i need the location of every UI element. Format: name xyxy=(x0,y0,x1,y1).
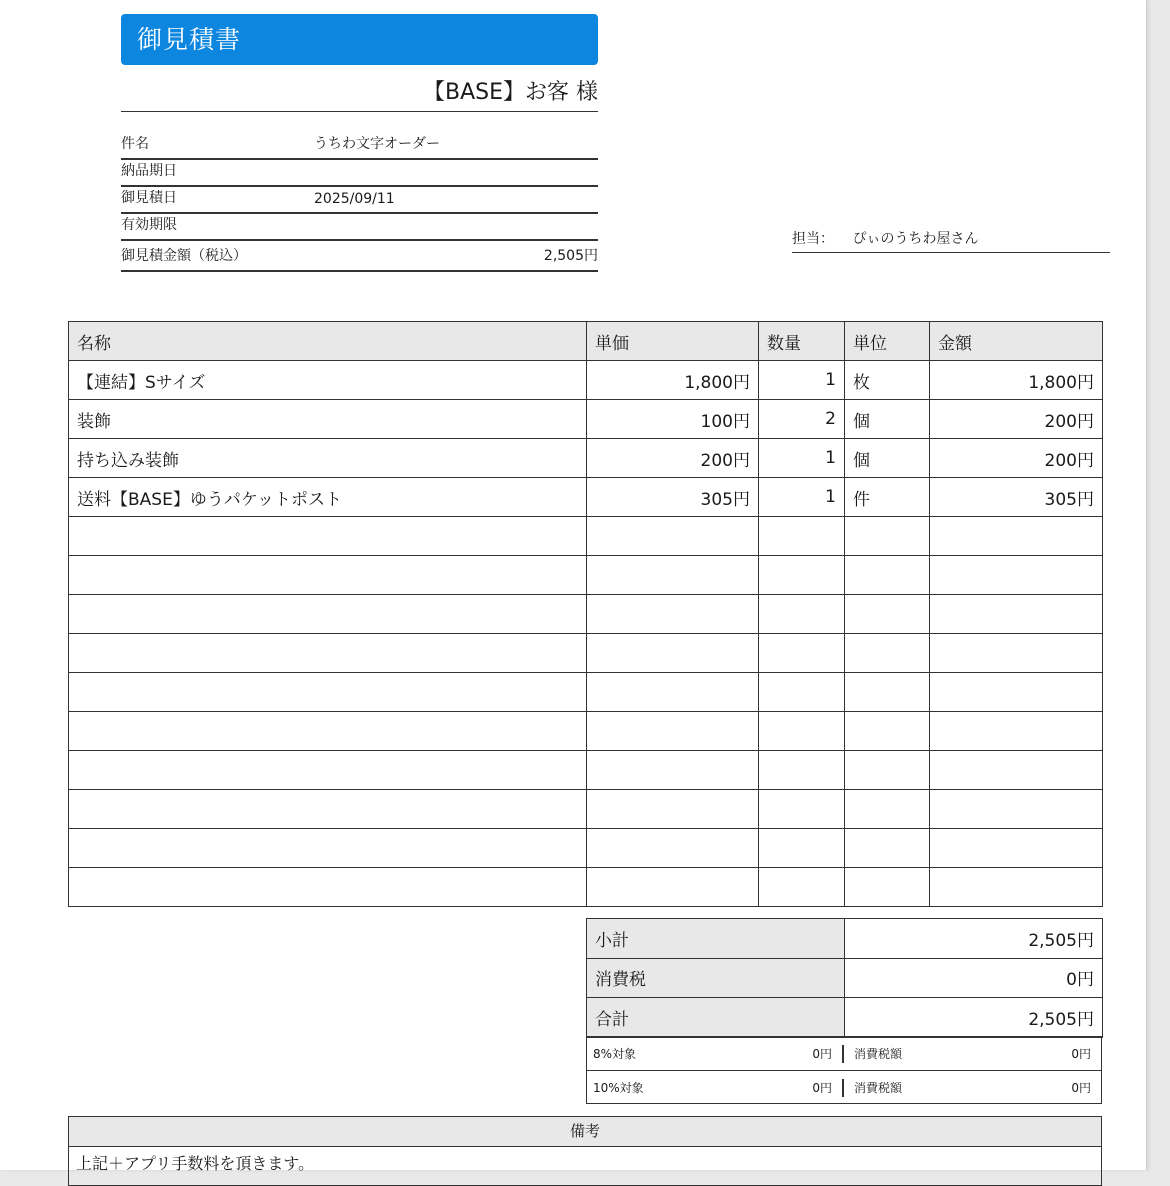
table-cell: 1 xyxy=(759,439,845,478)
table-row xyxy=(69,439,1103,478)
table-cell xyxy=(759,790,845,829)
tax-breakdown xyxy=(586,1036,1102,1104)
table-cell xyxy=(587,790,759,829)
table-cell: 1 xyxy=(759,361,845,400)
table-row xyxy=(69,361,1103,400)
table-cell: 2 xyxy=(759,400,845,439)
total-value: 0円 xyxy=(845,958,1103,998)
table-cell: 200円 xyxy=(930,439,1103,478)
table-cell xyxy=(587,712,759,751)
tax-target xyxy=(587,1079,844,1097)
table-cell xyxy=(930,829,1103,868)
table-cell: 個 xyxy=(845,439,930,478)
table-cell xyxy=(930,556,1103,595)
table-cell xyxy=(69,634,587,673)
table-cell xyxy=(69,712,587,751)
tax-amount-value: 0円 xyxy=(1071,1047,1091,1061)
column-header: 金額 xyxy=(930,322,1103,361)
table-cell xyxy=(759,868,845,907)
table-row xyxy=(69,400,1103,439)
table-cell: 1,800円 xyxy=(587,361,759,400)
table-cell xyxy=(69,790,587,829)
column-header: 単価 xyxy=(587,322,759,361)
table-cell: 1 xyxy=(759,478,845,517)
info-row-subject xyxy=(121,133,598,160)
table-cell: 200円 xyxy=(930,400,1103,439)
info-label: 御見積日 xyxy=(121,190,177,206)
table-cell xyxy=(930,712,1103,751)
table-cell xyxy=(845,556,930,595)
table-cell xyxy=(930,751,1103,790)
table-cell xyxy=(845,673,930,712)
tax-amount-value: 0円 xyxy=(1071,1081,1091,1095)
table-cell: 100円 xyxy=(587,400,759,439)
customer-name: 【BASE】お客 様 xyxy=(121,76,598,112)
table-cell: 305円 xyxy=(930,478,1103,517)
table-cell: 枚 xyxy=(845,361,930,400)
table-cell xyxy=(587,595,759,634)
total-label: 小計 xyxy=(587,919,845,959)
table-cell xyxy=(587,673,759,712)
totals-table xyxy=(586,918,1103,1038)
table-cell xyxy=(845,595,930,634)
table-cell xyxy=(845,712,930,751)
table-cell xyxy=(930,517,1103,556)
table-cell xyxy=(69,673,587,712)
table-cell xyxy=(845,790,930,829)
table-row xyxy=(69,595,1103,634)
table-cell xyxy=(69,751,587,790)
table-cell: 送料【BASE】ゆうパケットポスト xyxy=(69,478,587,517)
table-row xyxy=(69,712,1103,751)
info-label: 納品期日 xyxy=(121,163,177,179)
table-cell xyxy=(587,751,759,790)
table-cell: 1,800円 xyxy=(930,361,1103,400)
column-header: 単位 xyxy=(845,322,930,361)
tax-row xyxy=(587,958,1103,998)
table-cell xyxy=(930,868,1103,907)
table-cell xyxy=(759,634,845,673)
table-row xyxy=(69,790,1103,829)
table-cell: 個 xyxy=(845,400,930,439)
info-value: 2,505円 xyxy=(543,248,598,264)
table-cell xyxy=(759,829,845,868)
tax-breakdown-row xyxy=(587,1037,1101,1071)
table-row xyxy=(69,478,1103,517)
info-value: 2025/09/11 xyxy=(314,191,395,207)
table-cell xyxy=(759,673,845,712)
table-cell xyxy=(759,517,845,556)
info-value: うちわ文字オーダー xyxy=(314,136,440,152)
table-cell xyxy=(930,790,1103,829)
table-row xyxy=(69,829,1103,868)
total-value: 2,505円 xyxy=(845,919,1103,959)
table-cell: 200円 xyxy=(587,439,759,478)
tax-amount xyxy=(844,1079,1101,1096)
table-cell: 装飾 xyxy=(69,400,587,439)
table-cell xyxy=(930,595,1103,634)
table-row xyxy=(69,517,1103,556)
grand-total-row xyxy=(587,998,1103,1038)
table-cell xyxy=(69,595,587,634)
table-cell xyxy=(69,829,587,868)
table-cell: 305円 xyxy=(587,478,759,517)
table-cell xyxy=(845,517,930,556)
table-cell xyxy=(69,868,587,907)
tax-target-label: 8%対象 xyxy=(593,1047,637,1061)
tax-target xyxy=(587,1045,844,1063)
staff-name: ぴぃのうちわ屋さん xyxy=(852,231,979,247)
info-label: 御見積金額（税込） xyxy=(121,248,247,264)
subtotal-row xyxy=(587,919,1103,959)
info-row-delivery xyxy=(121,160,598,187)
table-cell: 持ち込み装飾 xyxy=(69,439,587,478)
column-header: 数量 xyxy=(759,322,845,361)
info-table xyxy=(121,133,598,272)
table-row xyxy=(69,751,1103,790)
tax-amount-label: 消費税額 xyxy=(854,1081,903,1095)
remarks-heading: 備考 xyxy=(68,1116,1102,1147)
table-cell: 【連結】Sサイズ xyxy=(69,361,587,400)
info-row-amount xyxy=(121,241,598,272)
tax-target-value: 0円 xyxy=(812,1047,832,1061)
column-header: 名称 xyxy=(69,322,587,361)
items-header-row xyxy=(69,322,1103,361)
info-row-date xyxy=(121,187,598,214)
info-row-expiry xyxy=(121,214,598,241)
tax-amount xyxy=(844,1045,1101,1062)
total-label: 消費税 xyxy=(587,958,845,998)
document-title: 御見積書 xyxy=(121,14,598,65)
tax-amount-label: 消費税額 xyxy=(854,1047,903,1061)
table-cell xyxy=(587,829,759,868)
table-row xyxy=(69,868,1103,907)
table-cell xyxy=(587,556,759,595)
table-cell xyxy=(845,868,930,907)
table-cell xyxy=(759,595,845,634)
table-row xyxy=(69,556,1103,595)
info-label: 有効期限 xyxy=(121,217,177,233)
tax-breakdown-row xyxy=(587,1071,1101,1104)
table-row xyxy=(69,634,1103,673)
table-cell xyxy=(759,712,845,751)
table-cell xyxy=(845,751,930,790)
table-cell xyxy=(759,556,845,595)
table-cell xyxy=(845,829,930,868)
total-label: 合計 xyxy=(587,998,845,1038)
tax-target-label: 10%対象 xyxy=(593,1081,644,1095)
table-cell xyxy=(930,673,1103,712)
tax-target-value: 0円 xyxy=(812,1081,832,1095)
total-value: 2,505円 xyxy=(845,998,1103,1038)
table-cell xyxy=(759,751,845,790)
items-table xyxy=(68,321,1103,907)
table-cell xyxy=(587,517,759,556)
staff-label: 担当： xyxy=(792,231,834,247)
table-cell xyxy=(69,517,587,556)
remarks-text: 上記＋アプリ手数料を頂きます。 xyxy=(68,1146,1102,1186)
table-cell xyxy=(845,634,930,673)
table-cell xyxy=(69,556,587,595)
table-cell xyxy=(587,868,759,907)
table-cell xyxy=(930,634,1103,673)
table-cell: 件 xyxy=(845,478,930,517)
table-cell xyxy=(587,634,759,673)
table-row xyxy=(69,673,1103,712)
info-label: 件名 xyxy=(121,136,149,152)
staff-in-charge xyxy=(792,228,1110,253)
